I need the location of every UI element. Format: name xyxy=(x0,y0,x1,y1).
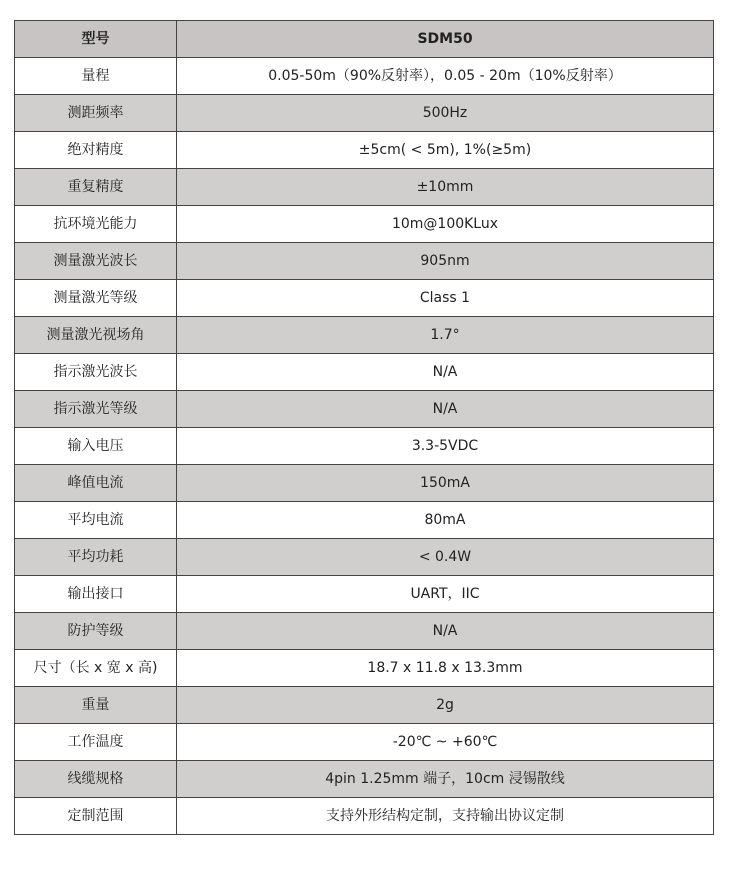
row-label: 指示激光波长 xyxy=(15,354,177,391)
row-label: 工作温度 xyxy=(15,724,177,761)
table-row xyxy=(15,58,714,95)
row-value: N/A xyxy=(177,354,714,391)
row-value: 0.05-50m（90%反射率），0.05 - 20m（10%反射率） xyxy=(177,58,714,95)
table-row xyxy=(15,428,714,465)
row-label: 绝对精度 xyxy=(15,132,177,169)
header-value-cell: SDM50 xyxy=(177,21,714,58)
table-row xyxy=(15,687,714,724)
row-value: 4pin 1.25mm 端子，10cm 浸锡散线 xyxy=(177,761,714,798)
table-row xyxy=(15,280,714,317)
row-label: 量程 xyxy=(15,58,177,95)
table-row xyxy=(15,576,714,613)
table-row xyxy=(15,798,714,835)
table-row xyxy=(15,132,714,169)
row-value: -20℃ ~ +60℃ xyxy=(177,724,714,761)
row-label: 测量激光波长 xyxy=(15,243,177,280)
row-label: 平均电流 xyxy=(15,502,177,539)
row-label: 输入电压 xyxy=(15,428,177,465)
row-label: 重复精度 xyxy=(15,169,177,206)
row-value: Class 1 xyxy=(177,280,714,317)
row-value: ±10mm xyxy=(177,169,714,206)
row-label: 尺寸（长 x 宽 x 高) xyxy=(15,650,177,687)
row-label: 测距频率 xyxy=(15,95,177,132)
row-label: 抗环境光能力 xyxy=(15,206,177,243)
row-value: 3.3-5VDC xyxy=(177,428,714,465)
row-value: 150mA xyxy=(177,465,714,502)
row-value: 80mA xyxy=(177,502,714,539)
table-row xyxy=(15,502,714,539)
row-value: UART，IIC xyxy=(177,576,714,613)
table-row xyxy=(15,169,714,206)
table-row xyxy=(15,650,714,687)
row-label: 输出接口 xyxy=(15,576,177,613)
header-label-cell: 型号 xyxy=(15,21,177,58)
table-row xyxy=(15,465,714,502)
table-row xyxy=(15,391,714,428)
row-value: N/A xyxy=(177,391,714,428)
row-value: < 0.4W xyxy=(177,539,714,576)
row-label: 定制范围 xyxy=(15,798,177,835)
row-value: 905nm xyxy=(177,243,714,280)
row-value: 10m@100KLux xyxy=(177,206,714,243)
row-value: 500Hz xyxy=(177,95,714,132)
table-row xyxy=(15,613,714,650)
table-row xyxy=(15,761,714,798)
row-label: 指示激光等级 xyxy=(15,391,177,428)
row-value: N/A xyxy=(177,613,714,650)
row-value: 支持外形结构定制，支持输出协议定制 xyxy=(177,798,714,835)
table-row xyxy=(15,243,714,280)
row-label: 线缆规格 xyxy=(15,761,177,798)
row-value: 2g xyxy=(177,687,714,724)
table-row xyxy=(15,206,714,243)
spec-table xyxy=(14,20,714,835)
row-label: 峰值电流 xyxy=(15,465,177,502)
table-header-row xyxy=(15,21,714,58)
table-body xyxy=(15,58,714,835)
row-label: 测量激光等级 xyxy=(15,280,177,317)
row-label: 测量激光视场角 xyxy=(15,317,177,354)
table-row xyxy=(15,354,714,391)
row-value: 1.7° xyxy=(177,317,714,354)
row-label: 重量 xyxy=(15,687,177,724)
table-row xyxy=(15,724,714,761)
table-row xyxy=(15,539,714,576)
table-row xyxy=(15,95,714,132)
table-row xyxy=(15,317,714,354)
row-label: 防护等级 xyxy=(15,613,177,650)
row-value: 18.7 x 11.8 x 13.3mm xyxy=(177,650,714,687)
row-label: 平均功耗 xyxy=(15,539,177,576)
row-value: ±5cm( < 5m), 1%(≥5m) xyxy=(177,132,714,169)
